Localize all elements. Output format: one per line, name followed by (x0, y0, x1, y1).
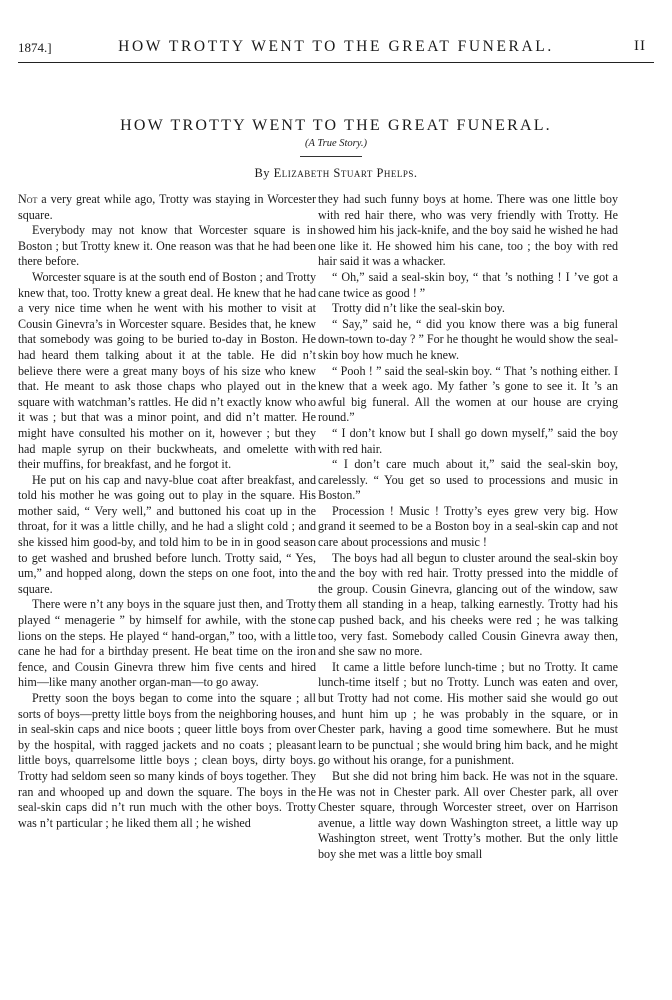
paragraph: Trotty did n’t like the seal-skin boy. (332, 301, 505, 316)
paragraph: The boys had all begun to cluster around the seal-skin boy and the boy with red hair. Trotty pressed into the middle of the group. Cousin Ginevra, glancing out of the window, saw them all standing in a heap, talking earnestly. Trotty had his cap pushed back, and his cheeks were red ; he was talking too, very fast. Somebody called Cousin Ginevra away then, and she saw no more. (318, 550, 618, 659)
paragraph: He put on his cap and navy-blue coat after breakfast, and told his mother he was going out to play in the square. His mother said, “ Very well,” and buttoned his coat up in the throat, for it was a little chilly, and he had a slight cold ; and she kissed him good-by, and told him to be in in good season to get washed and brushed before lunch. Trotty said, “ Yes, um,” and hopped along, down the steps on one foot, into the square. (18, 472, 316, 596)
article-subtitle: (A True Story.) (305, 138, 367, 149)
paragraph: Everybody may not know that Worcester square is in Boston ; but Trotty knew it. One reason was that he had been there before. (18, 223, 316, 269)
paragraph: “ I don’t know but I shall go down myself,” said the boy with red hair. (318, 425, 618, 456)
running-head-year: 1874.] (18, 40, 52, 55)
paragraph: “ Oh,” said a seal-skin boy, “ that ’s nothing ! I ’ve got a cane twice as good ! ” (318, 269, 618, 300)
left-column (18, 192, 316, 831)
running-head-title: HOW TROTTY WENT TO THE GREAT FUNERAL. (118, 38, 554, 55)
paragraph: There were n’t any boys in the square just then, and Trotty played “ menagerie ” by himself for awhile, with the stone lions on the steps. He played “ hand-organ,” too, with a little cane he had for a birthday present. He beat time on the iron fence, and Cousin Ginevra threw him five cents and hired him—like many another organ-man—to go away. (18, 597, 316, 690)
lead-word: Not (18, 192, 38, 206)
right-column (318, 192, 618, 863)
running-head (18, 38, 654, 58)
byline-author: Elizabeth Stuart Phelps. (273, 166, 418, 180)
header-rule (18, 62, 654, 63)
paragraph: “ I don’t care much about it,” said the seal-skin boy, carelessly. “ You get so used to processions and music in Boston.” (318, 457, 618, 503)
byline-prefix: By (254, 166, 271, 180)
paragraph-text: a very great while ago, Trotty was staying in Worcester square. (18, 192, 316, 222)
paragraph: Procession ! Music ! Trotty’s eyes grew very big. How grand it seemed to be a Boston boy in a seal-skin cap and not care about processions and music ! (318, 503, 618, 550)
paragraph-continuation: they had such funny boys at home. There was one little boy with red hair there, who was very friendly with Trotty. He showed him his jack-knife, and the boy said he wished he had one like it. He showed him his cane, too ; the boy with red hair said it was a whacker. (318, 192, 618, 269)
title-divider (300, 156, 362, 157)
article-title: HOW TROTTY WENT TO THE GREAT FUNERAL. (120, 117, 552, 134)
byline (0, 166, 672, 181)
paragraph: Worcester square is at the south end of Boston ; and Trotty knew that, too. Trotty knew a great deal. He knew that he had a very nice time when he went with his mother to visit at Cousin Ginevra’s in Worcester square. Besides that, he knew that somebody was going to be buried to-day in Boston. He had heard them talking about it at the table. He did n’t believe there were a great many boys of his size who knew that. He meant to ask those chaps who played out in the square with watchman’s rattles. He did n’t exactly know who it was ; but that was a minor point, and did n’t matter. He might have consulted his mother on it, however ; but they had maple syrup on their buckwheats, and omelette with their muffins, for breakfast, and he forgot it. (18, 269, 316, 472)
paragraph: Pretty soon the boys began to come into the square ; all sorts of boys—pretty little boys from the neighboring houses, in seal-skin caps and nice boots ; queer little boys from over by the hospital, with ragged jackets and no coats ; pleasant little boys, quarrelsome little boys ; clean boys, dirty boys. Trotty had seldom seen so many kinds of boys together. They ran and whooped up and down the square. The boys in the seal-skin caps did n’t run much with the other boys. Trotty was n’t particular ; he liked them all ; he wished (18, 691, 316, 830)
page-number: II (634, 38, 646, 54)
paragraph: “ Say,” said he, “ did you know there was a big funeral down-town to-day ? ” For he thought he would show the seal-skin boy how much he knew. (318, 316, 618, 362)
paragraph: “ Pooh ! ” said the seal-skin boy. “ That ’s nothing either. I knew that a week ago. My father ’s gone to see it. It ’s an awful big funeral. All the women at our house are crying round.” (318, 363, 618, 425)
paragraph (18, 192, 316, 223)
paragraph: It came a little before lunch-time ; but no Trotty. It came lunch-time itself ; but no Trotty. Lunch was eaten and over, but Trotty had not come. His mother said she would go out and hunt him up ; he was probably in the square, or in Chester park, having a good time somewhere. But he must learn to be punctual ; she would bring him back, and he might go without his orange, for a punishment. (318, 659, 618, 768)
paragraph: But she did not bring him back. He was not in the square. He was not in Chester park. All over Chester park, all over Chester square, through Worcester street, over on Harrison avenue, a little way down Washington street, a little way up Washington street, went Trotty’s mother. But the only little boy she met was a little boy small (318, 768, 618, 861)
